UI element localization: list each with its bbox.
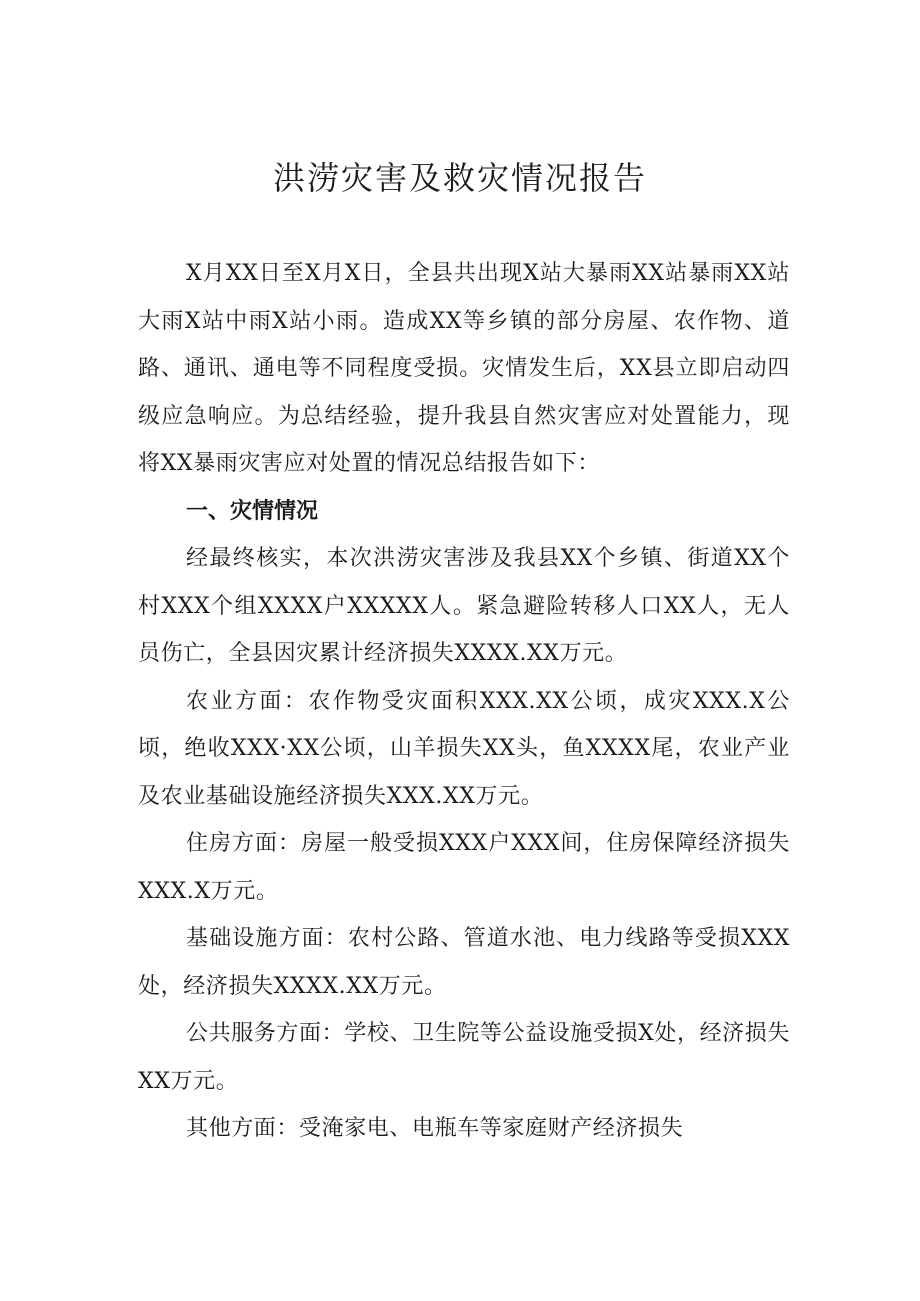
other-paragraph: 其他方面：受淹家电、电瓶车等家庭财产经济损失	[186, 1116, 684, 1141]
section-heading-disaster-situation: 一、灾情情况	[186, 498, 319, 524]
intro-paragraph: X月XX日至X月X日，全县共出现X站大暴雨XX站暴雨XX站大雨X站中雨X站小雨。造成XX等乡镇的部分房屋、农作物、道路、通讯、通电等不同程度受损。灾情发生后，XX县立即启动四级应急响应。为总结经验，提升我县自然灾害应对处置能力，现将XX暴雨灾害应对处置的情况总结报告如下：	[138, 261, 790, 476]
agriculture-paragraph: 农业方面：农作物受灾面积XXX.XX公顷，成灾XXX.X公顷，绝收XXX·XX公顷，山羊损失XX头，鱼XXXX尾，农业产业及农业基础设施经济损失XXX.XX万元。	[138, 688, 790, 809]
document-body	[138, 250, 790, 1153]
infrastructure-paragraph: 基础设施方面：农村公路、管道水池、电力线路等受损XXX处，经济损失XXXX.XX万元。	[138, 926, 790, 999]
housing-paragraph: 住房方面：房屋一般受损XXX户XXX间，住房保障经济损失XXX.X万元。	[138, 831, 790, 904]
document-title: 洪涝灾害及救灾情况报告	[272, 159, 647, 197]
summary-paragraph: 经最终核实，本次洪涝灾害涉及我县XX个乡镇、街道XX个村XXX个组XXXX户XXXXX人。紧急避险转移人口XX人，无人员伤亡，全县因灾累计经济损失XXXX.XX万元。	[138, 546, 790, 666]
public-services-paragraph: 公共服务方面：学校、卫生院等公益设施受损X处，经济损失XX万元。	[138, 1021, 790, 1094]
